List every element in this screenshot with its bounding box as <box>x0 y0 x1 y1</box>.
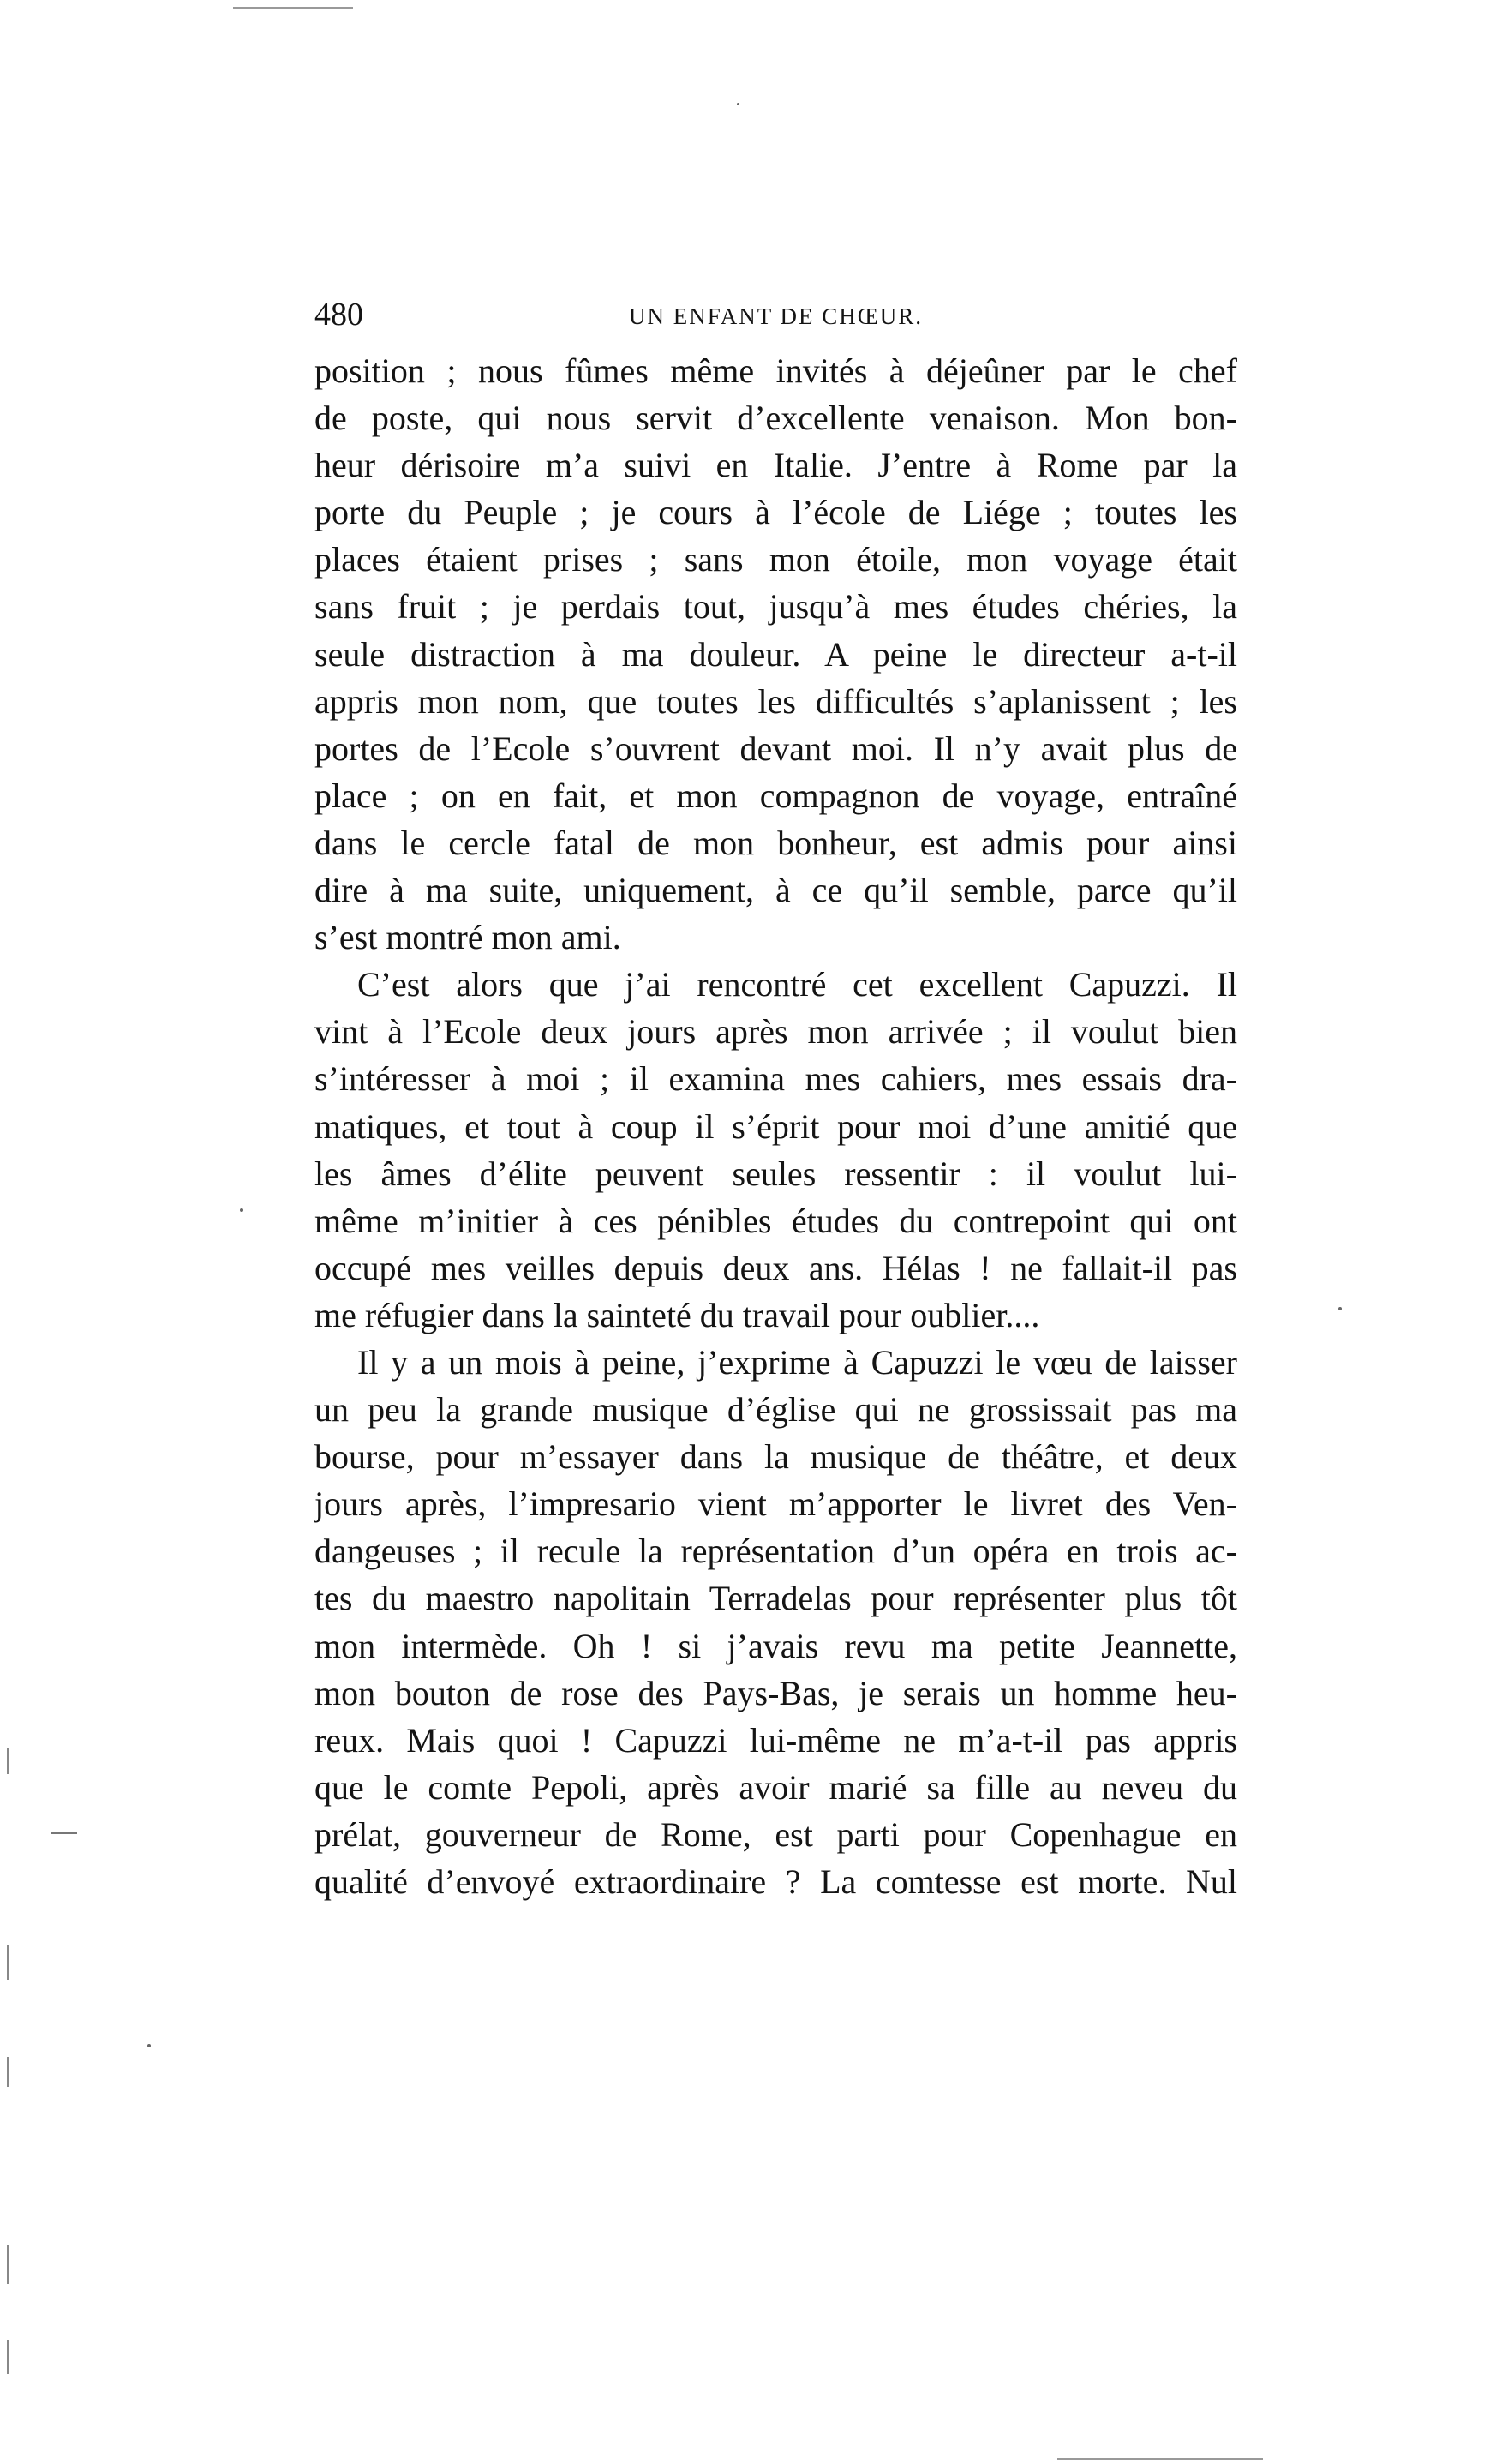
text-line: me réfugier dans la sainteté du travail pour oublier.... <box>314 1295 1040 1334</box>
text-line: vint à l’Ecole deux jours après mon arrivée ; il voulut bien <box>314 1012 1237 1052</box>
text-line: les âmes d’élite peuvent seules ressentir : il voulut lui- <box>314 1154 1237 1193</box>
page-speck <box>1338 1307 1342 1310</box>
page-speck <box>737 103 739 105</box>
left-margin-mark <box>7 2340 9 2374</box>
bottom-scan-rule <box>1057 2458 1263 2460</box>
text-line: s’est montré mon ami. <box>314 918 621 957</box>
text-line: dans le cercle fatal de mon bonheur, est admis pour ainsi <box>314 823 1237 862</box>
paragraph <box>314 1339 1237 1905</box>
text-line: que le comte Pepoli, après avoir marié sa fille au neveu du <box>314 1767 1237 1807</box>
page-header <box>314 293 1237 336</box>
paragraph <box>314 961 1237 1339</box>
page-speck <box>147 2044 151 2047</box>
left-margin-mark <box>7 1945 9 1980</box>
running-title: UN ENFANT DE CHŒUR. <box>628 303 923 329</box>
paragraph <box>314 347 1237 961</box>
text-line: un peu la grande musique d’église qui ne grossissait pas ma <box>314 1390 1237 1430</box>
text-line: position ; nous fûmes même invités à déjeûner par le chef <box>314 351 1237 390</box>
text-line: s’intéresser à moi ; il examina mes cahiers, mes essais dra- <box>314 1059 1237 1099</box>
text-line: places étaient prises ; sans mon étoile, mon voyage était <box>314 540 1237 579</box>
text-line: porte du Peuple ; je cours à l’école de Liége ; toutes les <box>314 493 1237 532</box>
text-line: prélat, gouverneur de Rome, est parti pour Copenhague en <box>314 1814 1237 1854</box>
left-margin-mark <box>7 2245 9 2284</box>
text-line: mon bouton de rose des Pays-Bas, je serais un homme heu- <box>314 1673 1237 1712</box>
text-line: portes de l’Ecole s’ouvrent devant moi. Il n’y avait plus de <box>314 728 1237 768</box>
text-line: sans fruit ; je perdais tout, jusqu’à mes études chéries, la <box>314 587 1237 626</box>
text-line: dangeuses ; il recule la représentation d’un opéra en trois ac- <box>314 1532 1237 1571</box>
text-line: matiques, et tout à coup il s’éprit pour moi d’une amitié que <box>314 1106 1237 1146</box>
text-line: jours après, l’impresario vient m’apporter le livret des Ven- <box>314 1484 1237 1524</box>
top-scan-rule <box>233 7 353 9</box>
text-line: de poste, qui nous servit d’excellente venaison. Mon bon- <box>314 399 1237 438</box>
text-line: heur dérisoire m’a suivi en Italie. J’entre à Rome par la <box>314 446 1237 485</box>
text-line: qualité d’envoyé extraordinaire ? La comtesse est morte. Nul <box>314 1862 1237 1901</box>
page-speck <box>240 1208 243 1212</box>
text-line: seule distraction à ma douleur. A peine le directeur a-t-il <box>314 634 1237 674</box>
text-line: appris mon nom, que toutes les difficultés s’aplanissent ; les <box>314 681 1237 721</box>
left-margin-mark <box>7 1748 9 1774</box>
text-line: C’est alors que j’ai rencontré cet excellent Capuzzi. Il <box>357 965 1237 1004</box>
left-margin-mark <box>7 2057 9 2087</box>
text-line: bourse, pour m’essayer dans la musique de théâtre, et deux <box>314 1437 1237 1477</box>
text-line: place ; on en fait, et mon compagnon de voyage, entraîné <box>314 776 1237 815</box>
text-line: dire à ma suite, uniquement, à ce qu’il semble, parce qu’il <box>314 871 1237 910</box>
text-line: occupé mes veilles depuis deux ans. Hélas ! ne fallait-il pas <box>314 1248 1237 1287</box>
body-text <box>314 347 1237 1993</box>
text-line: tes du maestro napolitain Terradelas pour représenter plus tôt <box>314 1579 1237 1618</box>
text-line: reux. Mais quoi ! Capuzzi lui-même ne m’a-t-il pas appris <box>314 1720 1237 1760</box>
left-margin-dash <box>51 1832 77 1834</box>
page-number: 480 <box>314 297 363 333</box>
text-line: mon intermède. Oh ! si j’avais revu ma petite Jeannette, <box>314 1626 1237 1665</box>
text-line: Il y a un mois à peine, j’exprime à Capuzzi le vœu de laisser <box>357 1342 1237 1382</box>
text-line: même m’initier à ces pénibles études du contrepoint qui ont <box>314 1201 1237 1240</box>
